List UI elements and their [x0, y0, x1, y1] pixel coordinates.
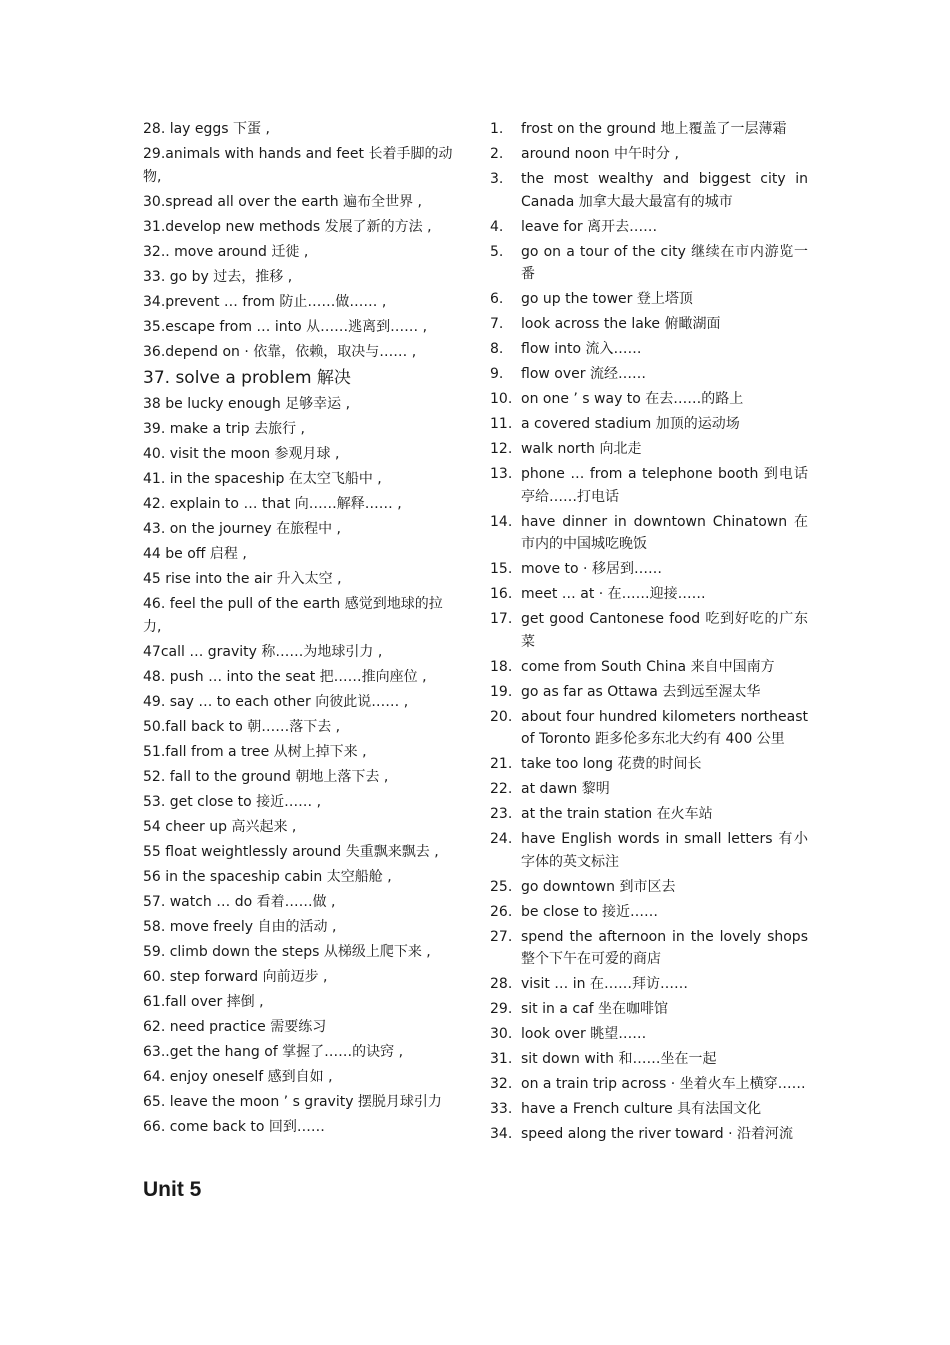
phrase-item: 40. visit the moon 参观月球 ,	[143, 446, 340, 462]
item-text: frost on the ground 地上覆盖了一层薄霜	[521, 121, 787, 137]
item-text: come from South China 来自中国南方	[521, 658, 775, 675]
item-text: go up the tower 登上塔顶	[521, 291, 693, 307]
item-text: speed along the river toward · 沿着河流	[521, 1126, 793, 1142]
numbered-phrase-item	[490, 168, 808, 213]
phrase-item: 29.animals with hands and feet 长着手脚的动物,	[143, 146, 453, 185]
item-number: 4.	[490, 218, 504, 235]
phrase-item: 58. move freely 自由的活动 ,	[143, 918, 337, 935]
phrase-item: 66. come back to 回到……	[143, 1118, 325, 1135]
phrase-item: 48. push … into the seat 把……推向座位 ,	[143, 668, 427, 685]
phrase-item: 32.. move around 迁徙 ,	[143, 243, 309, 260]
numbered-phrase-item	[490, 438, 808, 461]
phrase-item: 30.spread all over the earth 遍布全世界 ,	[143, 193, 422, 210]
item-number: 12.	[490, 441, 513, 457]
item-number: 23.	[490, 806, 513, 822]
left-column	[143, 118, 453, 1141]
item-text: have English words in small letters 有小字体的英文标注	[521, 831, 808, 870]
phrase-item: 44 be off 启程 ,	[143, 546, 247, 562]
item-number: 20.	[490, 708, 513, 725]
item-number: 16.	[490, 586, 513, 602]
numbered-phrase-item	[490, 706, 808, 751]
phrase-item: 55 float weightlessly around 失重飘来飘去 ,	[143, 843, 439, 860]
item-number: 8.	[490, 341, 504, 357]
item-number: 22.	[490, 781, 513, 797]
phrase-item: 47call … gravity 称……为地球引力 ,	[143, 643, 383, 660]
item-number: 34.	[490, 1126, 513, 1142]
item-text: at dawn 黎明	[521, 781, 610, 797]
numbered-phrase-item	[490, 998, 808, 1021]
item-number: 11.	[490, 416, 513, 432]
numbered-phrase-item	[490, 558, 808, 581]
right-column	[490, 118, 808, 1148]
item-number: 6.	[490, 291, 504, 307]
item-text: move to · 移居到……	[521, 561, 662, 577]
numbered-phrase-item	[490, 118, 808, 141]
phrase-item: 54 cheer up 高兴起来 ,	[143, 818, 297, 835]
phrase-item: 61.fall over 摔倒 ,	[143, 993, 264, 1010]
item-text: have a French culture 具有法国文化	[521, 1101, 762, 1117]
phrase-item: 51.fall from a tree 从树上掉下来 ,	[143, 743, 367, 760]
phrase-item: 28. lay eggs 下蛋 ,	[143, 121, 270, 137]
numbered-phrase-item	[490, 363, 808, 386]
item-text: get good Cantonese food 吃到好吃的广东菜	[521, 611, 808, 650]
numbered-phrase-item	[490, 803, 808, 826]
item-number: 7.	[490, 316, 504, 332]
item-text: around noon 中午时分 ,	[521, 146, 679, 162]
phrase-item: 31.develop new methods 发展了新的方法 ,	[143, 218, 432, 235]
phrase-item: 57. watch … do 看着……做 ,	[143, 893, 336, 910]
numbered-phrase-item	[490, 753, 808, 776]
numbered-phrase-item	[490, 876, 808, 899]
item-text: sit in a caf 坐在咖啡馆	[521, 1001, 669, 1017]
phrase-item: 39. make a trip 去旅行 ,	[143, 421, 306, 437]
item-text: be close to 接近……	[521, 903, 658, 920]
item-number: 21.	[490, 756, 513, 772]
phrase-item: 56 in the spaceship cabin 太空船舱 ,	[143, 868, 392, 885]
item-text: meet … at · 在……迎接……	[521, 586, 706, 602]
numbered-phrase-item	[490, 143, 808, 166]
item-number: 10.	[490, 391, 513, 407]
item-text: sit down with 和……坐在一起	[521, 1051, 717, 1067]
item-number: 29.	[490, 1001, 513, 1017]
item-number: 26.	[490, 903, 513, 920]
item-number: 31.	[490, 1051, 513, 1067]
phrase-item: 60. step forward 向前迈步 ,	[143, 968, 328, 985]
item-text: phone … from a telephone booth 到电话亭给……打电话	[521, 466, 808, 505]
item-number: 5.	[490, 243, 504, 260]
item-text: go as far as Ottawa 去到远至渥太华	[521, 683, 761, 700]
phrase-item: 45 rise into the air 升入太空 ,	[143, 571, 342, 587]
item-text: on a train trip across · 坐着火车上横穿……	[521, 1076, 806, 1092]
phrase-item: 52. fall to the ground 朝地上落下去 ,	[143, 768, 389, 785]
item-number: 24.	[490, 831, 513, 847]
numbered-phrase-item	[490, 901, 808, 924]
phrase-item: 50.fall back to 朝……落下去 ,	[143, 718, 341, 735]
phrase-item: 53. get close to 接近…… ,	[143, 793, 322, 810]
item-number: 32.	[490, 1076, 513, 1092]
item-number: 17.	[490, 611, 513, 627]
phrase-item: 49. say … to each other 向彼此说…… ,	[143, 693, 409, 710]
phrase-item: 41. in the spaceship 在太空飞船中 ,	[143, 471, 382, 487]
numbered-phrase-item	[490, 1098, 808, 1121]
item-number: 18.	[490, 658, 513, 675]
numbered-phrase-item	[490, 388, 808, 411]
unit-heading: Unit 5	[143, 1178, 202, 1201]
item-text: spend the afternoon in the lovely shops 整个下午在可爱的商店	[521, 928, 808, 967]
item-number: 33.	[490, 1101, 513, 1117]
numbered-phrase-item	[490, 216, 808, 239]
phrase-item: 33. go by 过去，推移 ,	[143, 268, 293, 285]
numbered-phrase-item	[490, 1073, 808, 1096]
item-text: go downtown 到市区去	[521, 878, 676, 895]
item-number: 9.	[490, 366, 504, 382]
numbered-phrase-item	[490, 288, 808, 311]
item-text: look across the lake 俯瞰湖面	[521, 316, 721, 332]
numbered-phrase-item	[490, 828, 808, 873]
item-text: on one ’ s way to 在去……的路上	[521, 391, 744, 407]
item-number: 13.	[490, 466, 513, 482]
numbered-phrase-item	[490, 1048, 808, 1071]
item-text: leave for 离开去……	[521, 218, 658, 235]
numbered-phrase-item	[490, 926, 808, 971]
numbered-phrase-item	[490, 1123, 808, 1146]
phrase-item: 62. need practice 需要练习	[143, 1018, 327, 1035]
numbered-phrase-item	[490, 1023, 808, 1046]
phrase-item: 38 be lucky enough 足够幸运 ,	[143, 396, 351, 412]
item-number: 14.	[490, 513, 513, 530]
numbered-phrase-item	[490, 973, 808, 996]
numbered-phrase-item	[490, 338, 808, 361]
item-text: look over 眺望……	[521, 1026, 647, 1042]
numbered-phrase-item	[490, 413, 808, 436]
item-text: take too long 花费的时间长	[521, 756, 702, 772]
phrase-item: 37. solve a problem 解决	[143, 367, 351, 388]
phrase-item: 36.depend on · 依靠，依赖，取决与…… ,	[143, 343, 417, 360]
item-text: the most wealthy and biggest city in Canada 加拿大最大最富有的城市	[521, 171, 808, 210]
numbered-phrase-item	[490, 608, 808, 653]
item-number: 30.	[490, 1026, 513, 1042]
phrase-item: 34.prevent … from 防止……做…… ,	[143, 293, 387, 310]
phrase-item: 65. leave the moon ’ s gravity 摆脱月球引力	[143, 1093, 442, 1110]
item-text: at the train station 在火车站	[521, 806, 713, 822]
numbered-phrase-item	[490, 511, 808, 556]
phrase-item: 42. explain to … that 向……解释…… ,	[143, 496, 402, 512]
item-text: go on a tour of the city 继续在市内游览一番	[521, 243, 808, 282]
item-text: flow into 流入……	[521, 341, 642, 357]
item-number: 3.	[490, 171, 504, 187]
numbered-phrase-item	[490, 241, 808, 286]
numbered-phrase-item	[490, 313, 808, 336]
numbered-phrase-item	[490, 681, 808, 704]
phrase-item: 59. climb down the steps 从梯级上爬下来 ,	[143, 943, 431, 960]
item-number: 25.	[490, 878, 513, 895]
item-number: 15.	[490, 561, 513, 577]
item-number: 19.	[490, 683, 513, 700]
item-number: 1.	[490, 121, 504, 137]
item-text: flow over 流经……	[521, 366, 646, 382]
numbered-phrase-item	[490, 463, 808, 508]
item-text: a covered stadium 加顶的运动场	[521, 416, 740, 432]
numbered-phrase-item	[490, 583, 808, 606]
item-text: visit … in 在……拜访……	[521, 976, 688, 992]
phrase-item: 43. on the journey 在旅程中 ,	[143, 521, 341, 537]
item-text: have dinner in downtown Chinatown 在市内的中国城吃晚饭	[521, 513, 808, 552]
phrase-item: 64. enjoy oneself 感到自如 ,	[143, 1068, 333, 1085]
item-text: about four hundred kilometers northeast of Toronto 距多伦多东北大约有 400 公里	[521, 708, 808, 747]
item-number: 27.	[490, 928, 513, 945]
item-number: 2.	[490, 146, 504, 162]
item-number: 28.	[490, 976, 513, 992]
numbered-phrase-item	[490, 778, 808, 801]
numbered-phrase-item	[490, 656, 808, 679]
phrase-item: 63..get the hang of 掌握了……的诀窍 ,	[143, 1043, 404, 1060]
item-text: walk north 向北走	[521, 441, 642, 457]
phrase-item: 46. feel the pull of the earth 感觉到地球的拉力,	[143, 596, 443, 635]
phrase-item: 35.escape from … into 从……逃离到…… ,	[143, 318, 428, 335]
